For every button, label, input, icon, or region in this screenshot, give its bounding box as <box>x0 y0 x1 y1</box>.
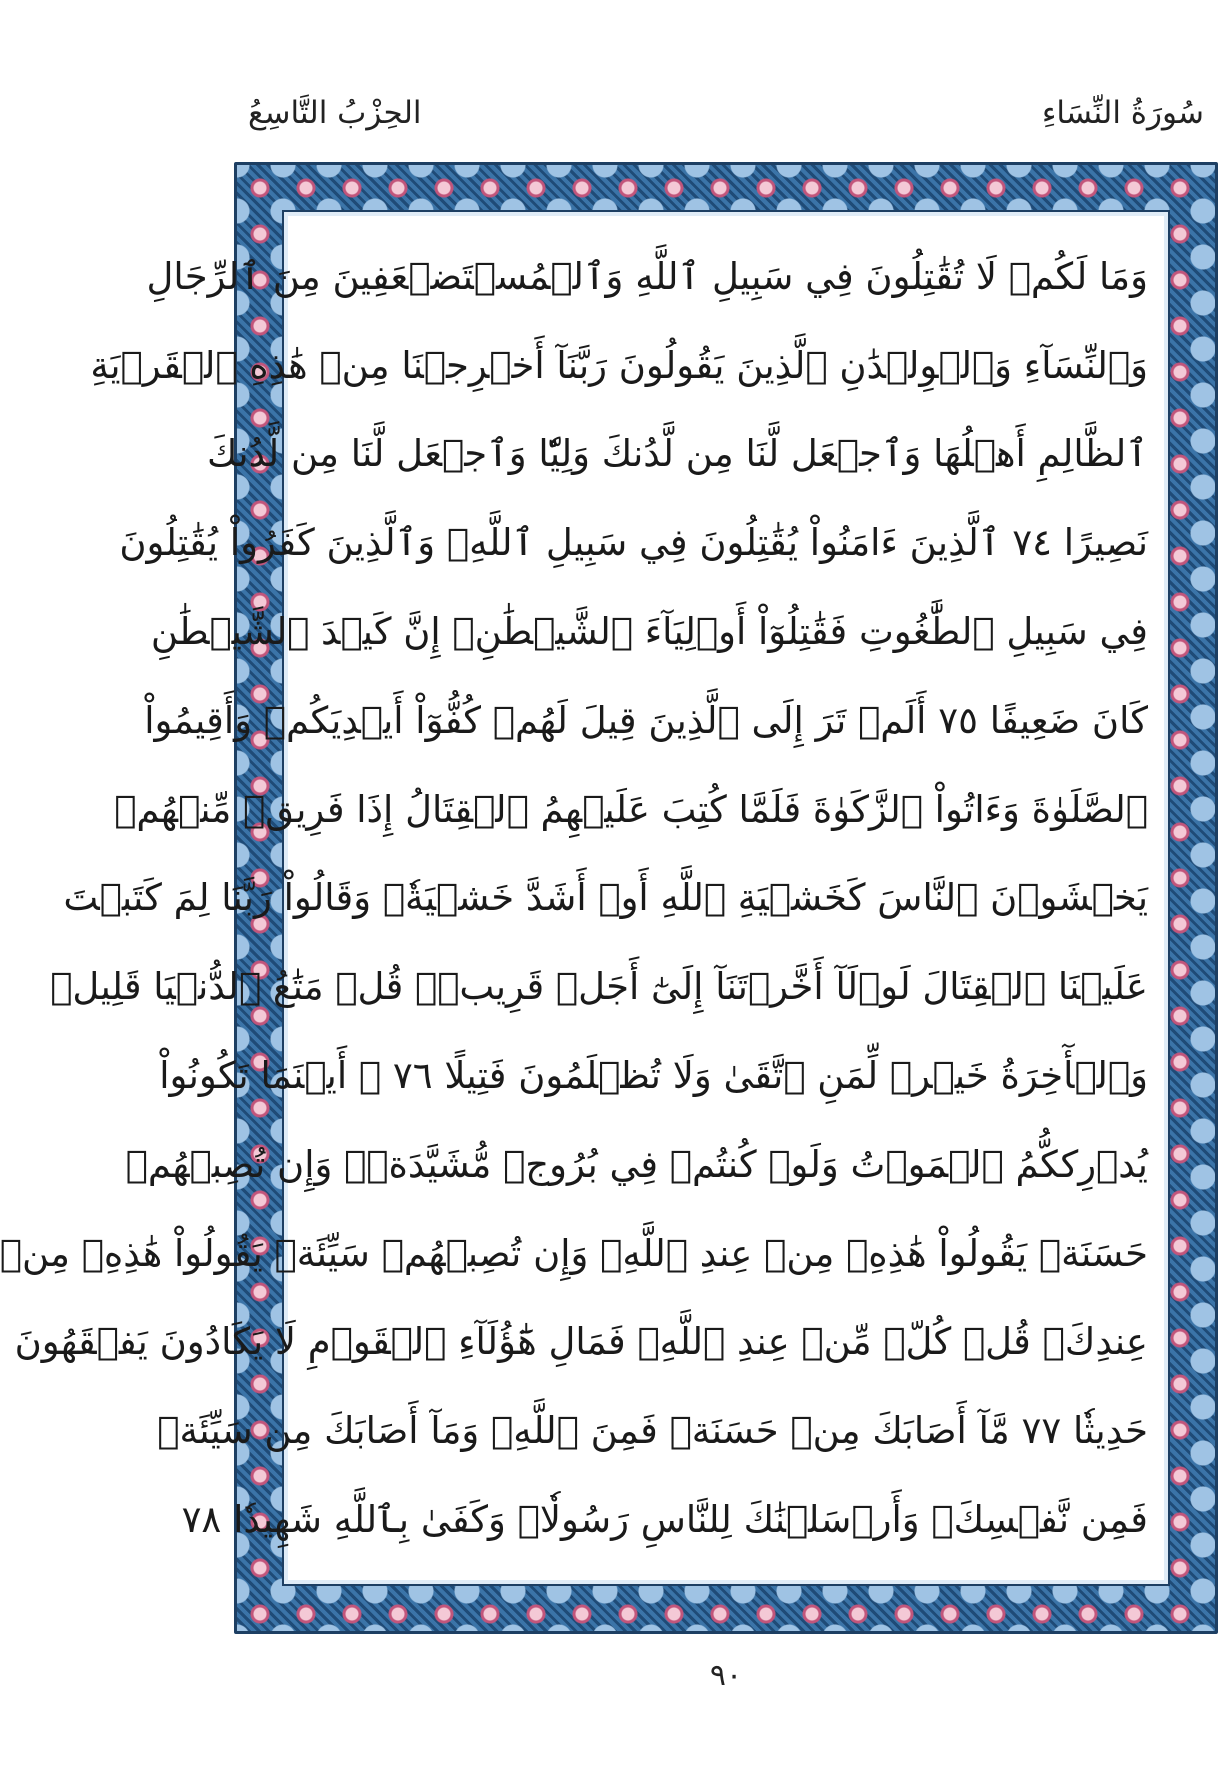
page-number: ٩٠ <box>709 1658 743 1693</box>
verse-line: وَمَا لَكُمۡ لَا تُقَٰتِلُونَ فِي سَبِيلِ ٱللَّهِ وَٱلۡمُسۡتَضۡعَفِينَ مِنَ ٱلرِّجَالِ <box>146 254 1148 298</box>
verse-line: يُدۡرِككُّمُ ٱلۡمَوۡتُ وَلَوۡ كُنتُمۡ فِي بُرُوجٖ مُّشَيَّدَةٖۗ وَإِن تُصِبۡهُمۡ <box>125 1142 1148 1186</box>
verse-line: يَخۡشَوۡنَ ٱلنَّاسَ كَخَشۡيَةِ ٱللَّهِ أَوۡ أَشَدَّ خَشۡيَةٗۚ وَقَالُواْ رَبَّنَا لِمَ كَتَبۡتَ <box>63 876 1148 920</box>
verse-line: عِندِكَۚ قُلۡ كُلّٞ مِّنۡ عِندِ ٱللَّهِۖ فَمَالِ هَٰٓؤُلَآءِ ٱلۡقَوۡمِ لَا يَكَادُونَ يَفۡقَهُونَ <box>14 1320 1148 1364</box>
verse-line: ٱلصَّلَوٰةَ وَءَاتُواْ ٱلزَّكَوٰةَ فَلَمَّا كُتِبَ عَلَيۡهِمُ ٱلۡقِتَالُ إِذَا فَرِيقٞ مِّنۡهُمۡ <box>114 787 1148 831</box>
verse-line: حَدِيثٗا ٧٧ مَّآ أَصَابَكَ مِنۡ حَسَنَةٖ فَمِنَ ٱللَّهِۖ وَمَآ أَصَابَكَ مِن سَيِّئَةٖ <box>157 1409 1148 1453</box>
verse-line: فَمِن نَّفۡسِكَۚ وَأَرۡسَلۡنَٰكَ لِلنَّاسِ رَسُولٗاۚ وَكَفَىٰ بِٱللَّهِ شَهِيدٗا ٧٨ <box>181 1498 1148 1542</box>
surah-title: سُورَةُ النِّسَاءِ <box>1041 95 1204 131</box>
verse-line: وَٱلنِّسَآءِ وَٱلۡوِلۡدَٰنِ ٱلَّذِينَ يَقُولُونَ رَبَّنَآ أَخۡرِجۡنَا مِنۡ هَٰذِهِ ٱلۡقَرۡيَةِ <box>90 343 1148 387</box>
verse-line: حَسَنَةٞ يَقُولُواْ هَٰذِهِۦ مِنۡ عِندِ ٱللَّهِۖ وَإِن تُصِبۡهُمۡ سَيِّئَةٞ يَقُولُواْ هَٰذِهِۦ مِنۡ <box>0 1231 1148 1275</box>
verse-line: عَلَيۡنَا ٱلۡقِتَالَ لَوۡلَآ أَخَّرۡتَنَآ إِلَىٰٓ أَجَلٖ قَرِيبٖۗ قُلۡ مَتَٰعُ ٱلدُّنۡيَا قَلِيلٞ <box>50 965 1148 1009</box>
verse-line: وَٱلۡأٓخِرَةُ خَيۡرٞ لِّمَنِ ٱتَّقَىٰ وَلَا تُظۡلَمُونَ فَتِيلًا ٧٦ ۞ أَيۡنَمَا تَكُونُواْ <box>159 1054 1148 1098</box>
page-header <box>248 88 1204 138</box>
verse-line: نَصِيرًا ٧٤ ٱلَّذِينَ ءَامَنُواْ يُقَٰتِلُونَ فِي سَبِيلِ ٱللَّهِۖ وَٱلَّذِينَ كَفَرُواْ يُقَٰتِلُونَ <box>119 521 1148 565</box>
quran-text-area <box>0 232 1148 1564</box>
verse-line: فِي سَبِيلِ ٱلطَّٰغُوتِ فَقَٰتِلُوٓاْ أَوۡلِيَآءَ ٱلشَّيۡطَٰنِۖ إِنَّ كَيۡدَ ٱلشَّيۡطَٰنِ <box>150 610 1148 654</box>
hizb-title: الحِزْبُ التَّاسِعُ <box>248 95 422 131</box>
verse-line: كَانَ ضَعِيفًا ٧٥ أَلَمۡ تَرَ إِلَى ٱلَّذِينَ قِيلَ لَهُمۡ كُفُّوٓاْ أَيۡدِيَكُمۡ وَأَقِيمُواْ <box>144 698 1148 742</box>
verse-line: ٱلظَّالِمِ أَهۡلُهَا وَٱجۡعَل لَّنَا مِن لَّدُنكَ وَلِيّٗا وَٱجۡعَل لَّنَا مِن لَّدُنكَ <box>207 432 1148 476</box>
